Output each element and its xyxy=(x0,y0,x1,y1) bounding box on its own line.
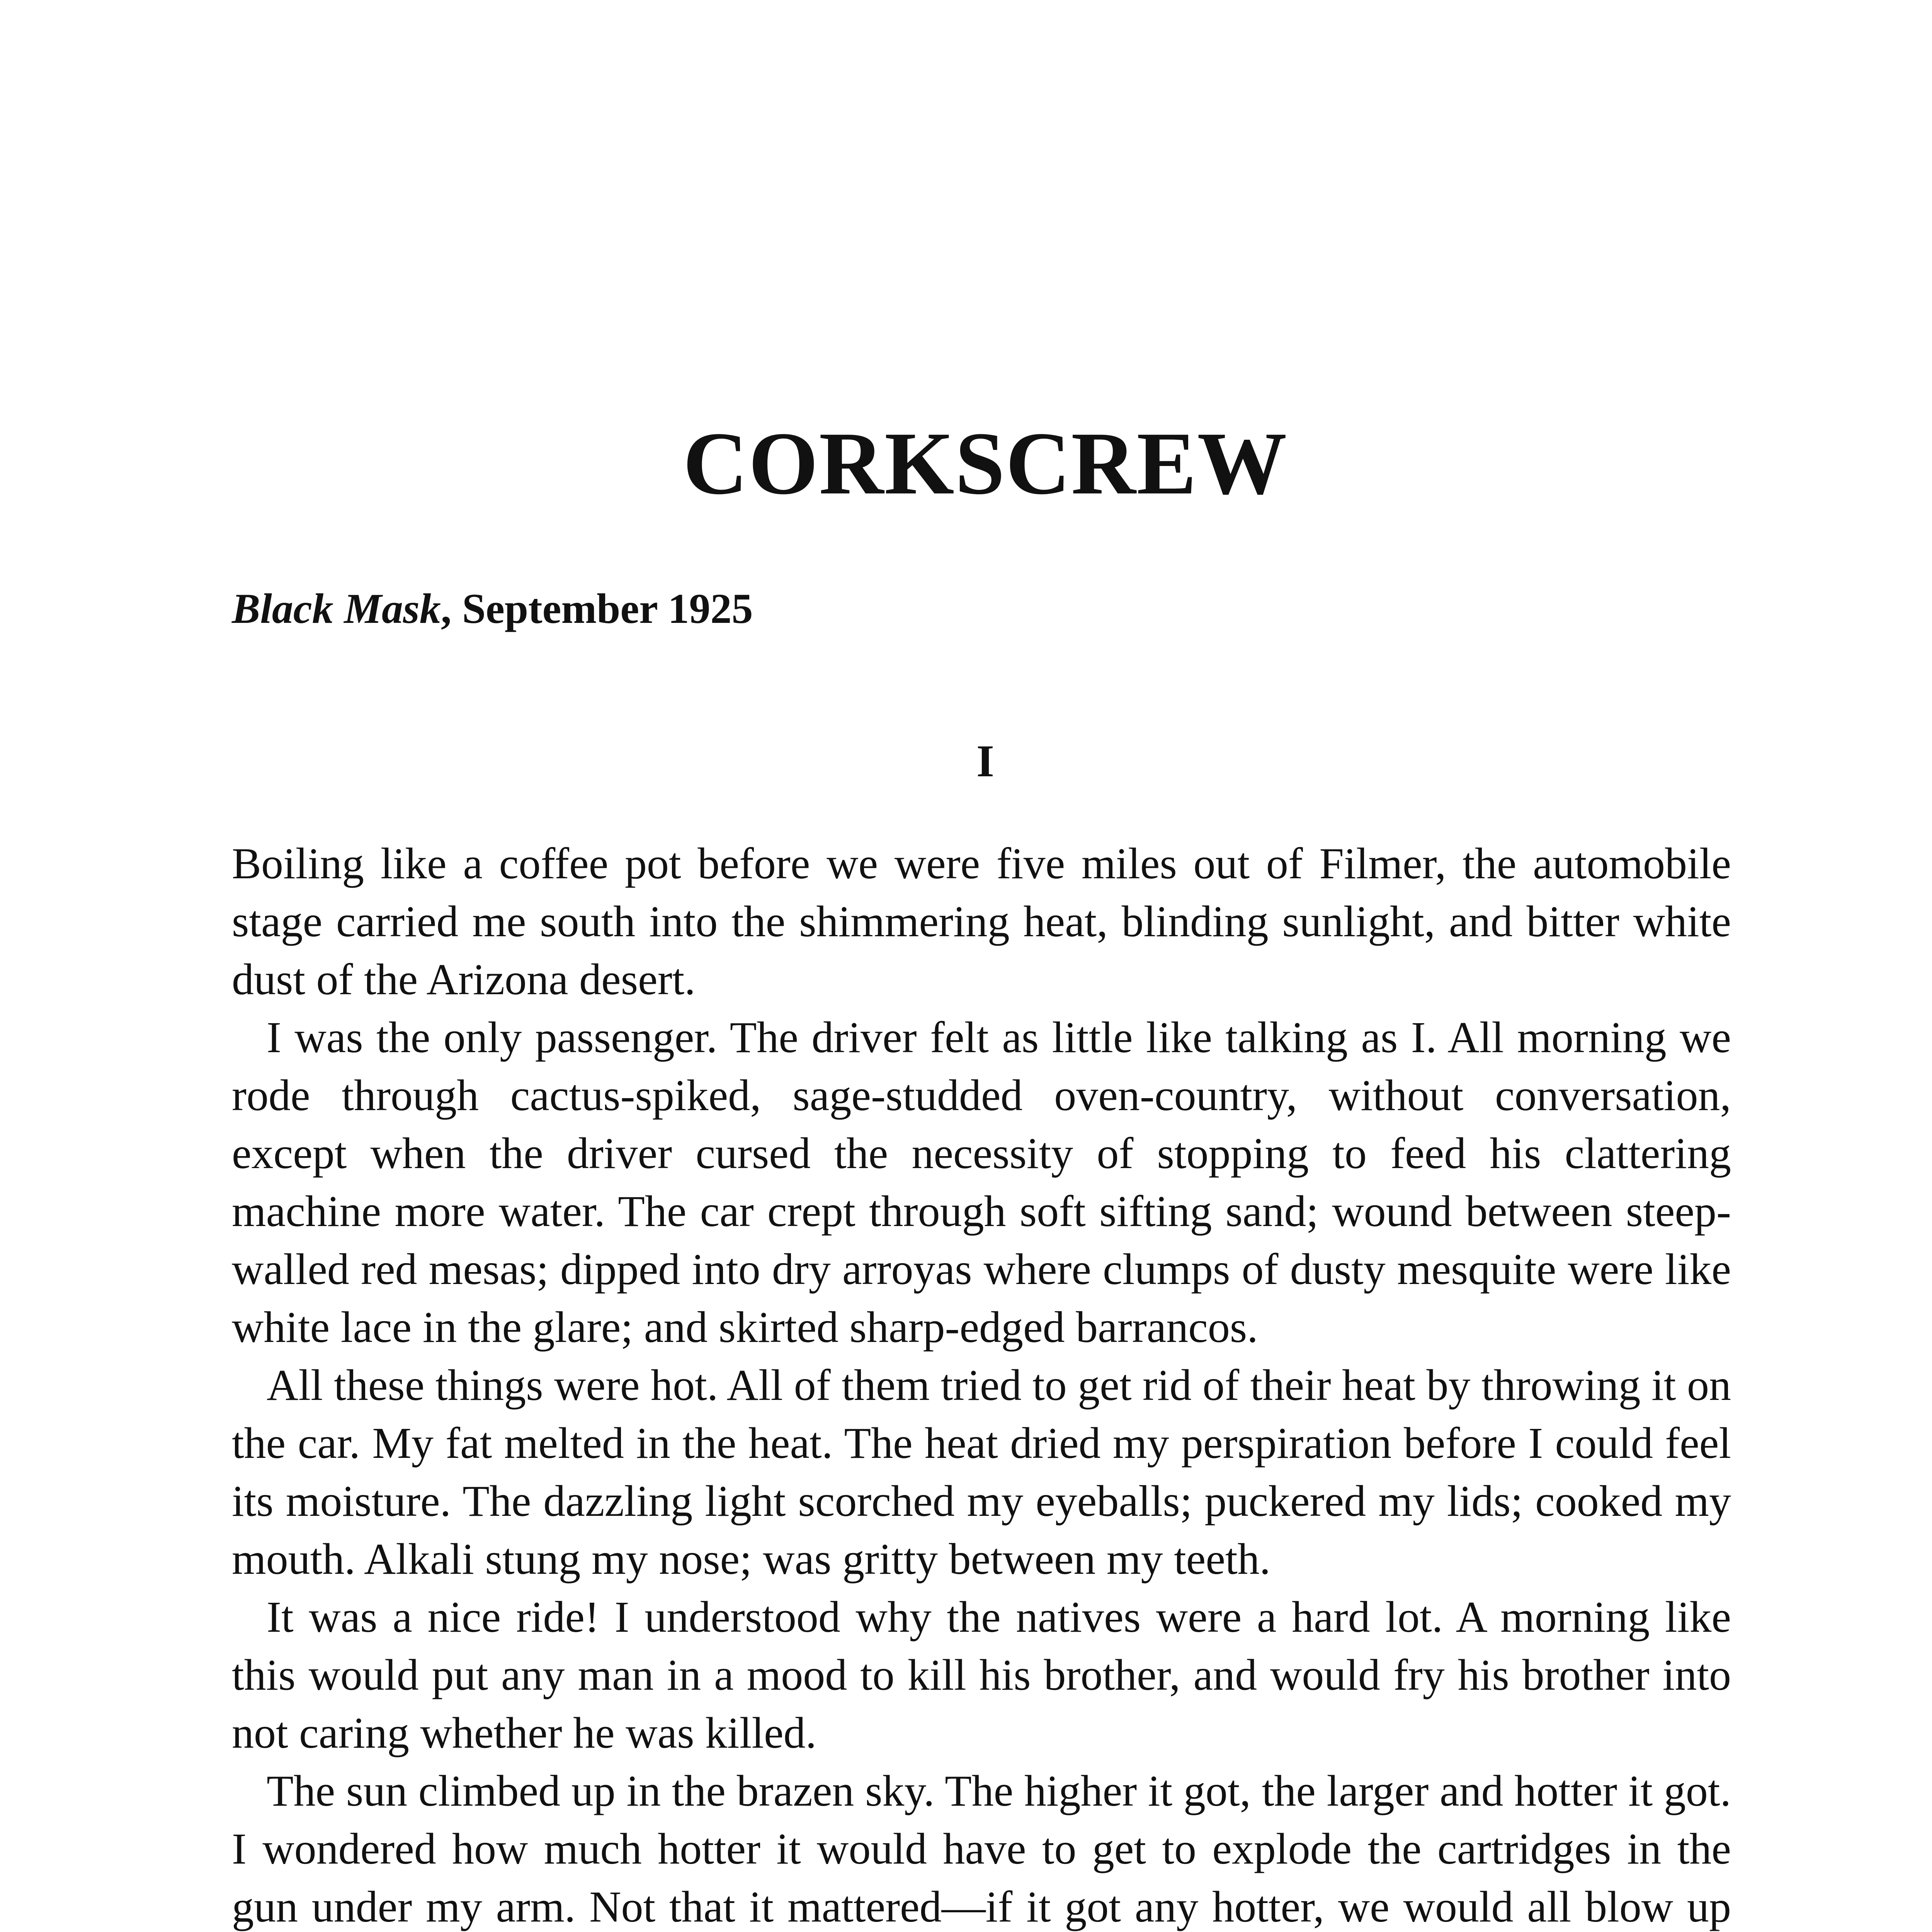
paragraph: The sun climbed up in the brazen sky. The higher it got, the larger and hotter it got. I wondered how much hotter it would have to get to explode the cartridges in the gun under my arm. Not that it mattered—if it got any hotter, we would all blow up xyxy=(232,1766,1731,1931)
body-text xyxy=(232,835,1731,1932)
publication-date: September 1925 xyxy=(451,585,753,632)
section-number: I xyxy=(976,736,994,786)
source-line xyxy=(232,580,753,638)
paragraph: Boiling like a coffee pot before we were five miles out of Filmer, the automobile stage carried me south into the shimmering heat, blinding sunlight, and bitter white dust of the Arizona desert. xyxy=(232,839,1731,1004)
source-separator: , xyxy=(440,585,452,632)
paragraph: It was a nice ride! I understood why the natives were a hard lot. A morning like this would put any man in a mood to kill his brother, and would fry his brother into not caring whether he was killed. xyxy=(232,1592,1731,1757)
chapter-title: CORKSCREW xyxy=(683,414,1288,513)
paragraph: I was the only passenger. The driver felt as little like talking as I. All morning we rode through cactus-spiked, sage-studded oven-country, without conversation, except when the driver cursed the necessity of stopping to feed his clattering machine more water. The car crept through soft sifting sand; wound between steep-walled red mesas; dipped into dry arroyas where clumps of dusty mesquite were like white lace in the glare; and skirted sharp-edged barrancos. xyxy=(232,1013,1731,1352)
paragraph: All these things were hot. All of them tried to get rid of their heat by throwing it on the car. My fat melted in the heat. The heat dried my perspiration before I could feel its moisture. The dazzling light scorched my eyeballs; puckered my lids; cooked my mouth. Alkali stung my nose; was gritty between my teeth. xyxy=(232,1361,1731,1583)
publication-name: Black Mask xyxy=(232,585,441,632)
